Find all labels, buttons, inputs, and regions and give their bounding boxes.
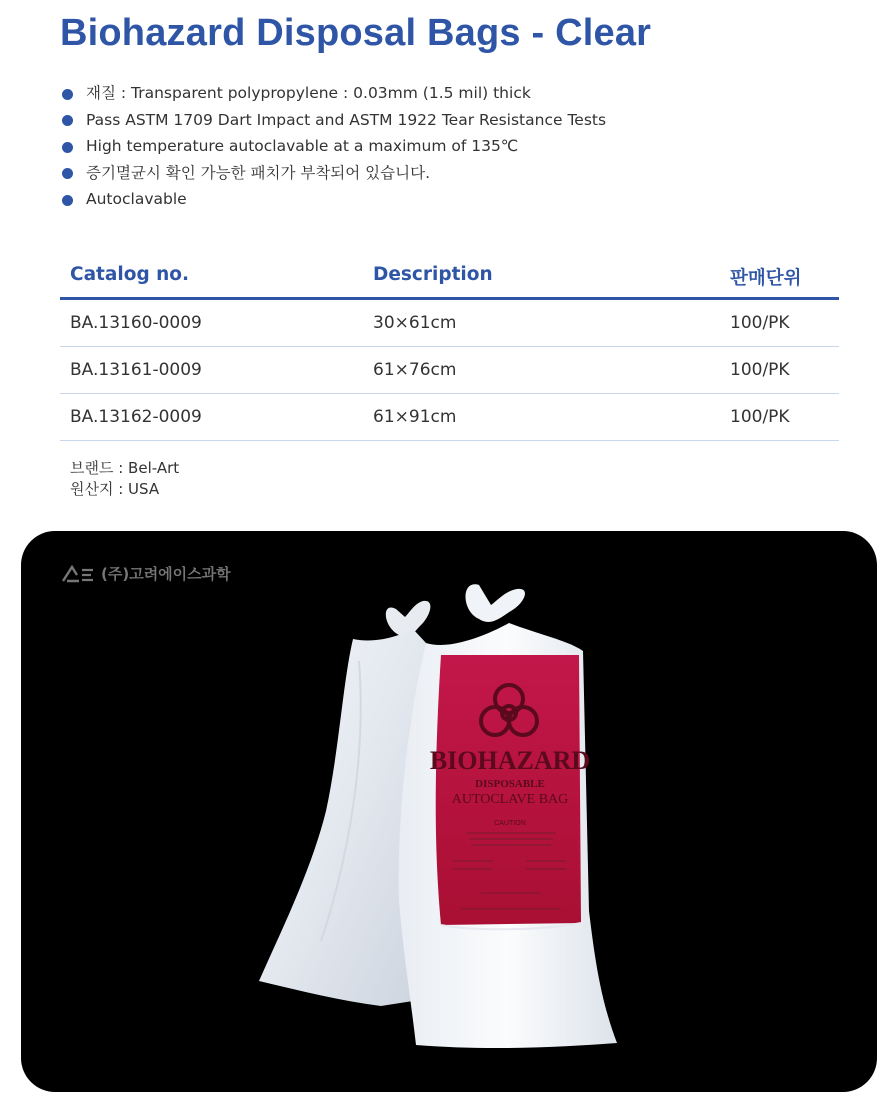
company-name: (주)고려에이스과학 — [101, 565, 231, 583]
catalog-no-cell: BA.13162-0009 — [70, 407, 202, 427]
bag-label-sub2: AUTOCLAVE BAG — [451, 792, 569, 807]
header-catalog-no: Catalog no. — [70, 264, 190, 285]
origin-text: 원산지 : USA — [70, 480, 160, 498]
header-sales-unit: 판매단위 — [730, 268, 802, 289]
feature-list — [62, 80, 606, 213]
feature-text: 재질 : Transparent polypropylene : 0.03mm (1.5 mil) thick — [86, 84, 531, 102]
feature-item — [62, 160, 606, 187]
bullet-icon — [62, 142, 73, 153]
bullet-icon — [62, 195, 73, 206]
feature-item — [62, 133, 606, 160]
biohazard-bags-illustration — [21, 531, 877, 1092]
sales-unit-cell: 100/PK — [730, 407, 790, 427]
page-title: Biohazard Disposal Bags - Clear — [60, 12, 652, 54]
description-cell: 30×61cm — [373, 313, 457, 333]
table-row — [60, 300, 839, 347]
bag-label-caution: CAUTION — [494, 820, 526, 827]
feature-item — [62, 107, 606, 134]
sales-unit-cell: 100/PK — [730, 313, 790, 333]
catalog-no-cell: BA.13160-0009 — [70, 313, 202, 333]
table-row — [60, 347, 839, 394]
product-photo — [21, 531, 877, 1092]
table-header — [60, 254, 839, 300]
bag-label-sub1: DISPOSABLE — [475, 778, 545, 790]
feature-text: 증기멸균시 확인 가능한 패치가 부착되어 있습니다. — [86, 163, 430, 182]
header-description: Description — [373, 264, 493, 285]
bullet-icon — [62, 115, 73, 126]
table-row — [60, 394, 839, 441]
bag-label-main: BIOHAZARD — [429, 746, 591, 775]
front-bag — [399, 584, 617, 1048]
description-cell: 61×76cm — [373, 360, 457, 380]
feature-item — [62, 186, 606, 213]
red-biohazard-patch — [436, 655, 581, 925]
feature-text: Pass ASTM 1709 Dart Impact and ASTM 1922 Tear Resistance Tests — [86, 110, 607, 129]
bullet-icon — [62, 168, 73, 179]
feature-item — [62, 80, 606, 107]
brand-text: 브랜드 : Bel-Art — [70, 459, 180, 477]
catalog-no-cell: BA.13161-0009 — [70, 360, 202, 380]
feature-text: High temperature autoclavable at a maximum of 135℃ — [86, 137, 519, 155]
feature-text: Autoclavable — [86, 190, 187, 208]
bullet-icon — [62, 89, 73, 100]
product-table — [60, 254, 839, 441]
product-origin-info — [70, 458, 179, 500]
description-cell: 61×91cm — [373, 407, 457, 427]
sales-unit-cell: 100/PK — [730, 360, 790, 380]
